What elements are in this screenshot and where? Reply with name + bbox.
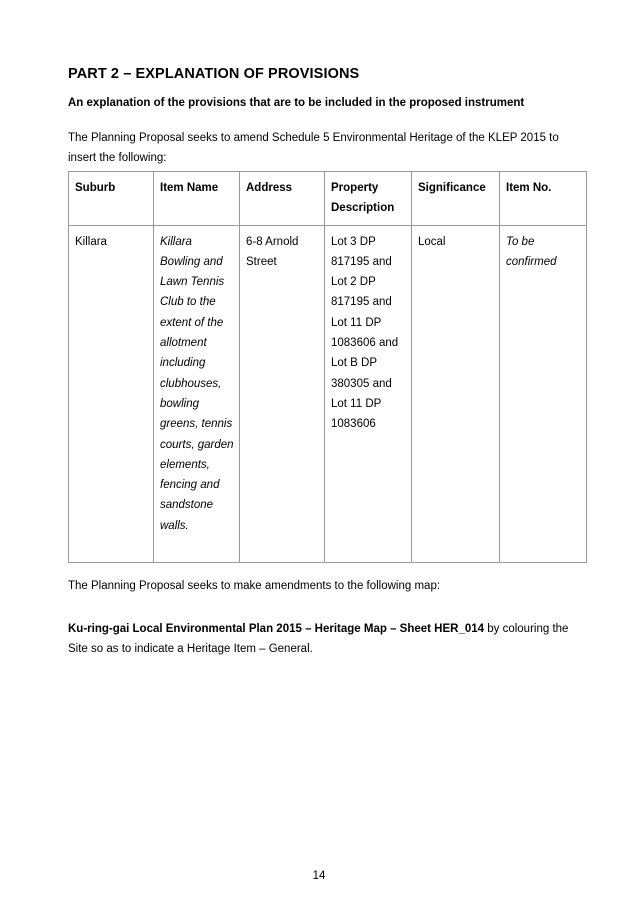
heritage-map-description: by colouring the Site so as to indicate a Heritage Item – General. (68, 623, 569, 655)
cell-address: 6-8 Arnold Street (240, 225, 325, 562)
map-intro-paragraph: The Planning Proposal seeks to make amendments to the following map: (68, 580, 441, 592)
header-significance: Significance (412, 172, 500, 226)
header-suburb: Suburb (69, 172, 154, 226)
cell-property-description: Lot 3 DP 817195 and Lot 2 DP 817195 and Lot 11 DP 1083606 and Lot B DP 380305 and Lot 11 DP 1083606 (325, 225, 412, 562)
cell-item-no: To be confirmed (500, 225, 587, 562)
header-item-no: Item No. (500, 172, 587, 226)
table-header-row (69, 172, 587, 226)
header-item-name: Item Name (154, 172, 240, 226)
heritage-schedule-table (68, 171, 587, 563)
cell-significance: Local (412, 225, 500, 562)
page-number: 14 (312, 870, 326, 882)
intro-paragraph: The Planning Proposal seeks to amend Schedule 5 Environmental Heritage of the KLEP 2015 to insert the following: (68, 132, 559, 164)
header-property-description: Property Description (325, 172, 412, 226)
cell-item-name: Killara Bowling and Lawn Tennis Club to the extent of the allotment including clubhouses, bowling greens, tennis courts, garden elements, fencing and sandstone walls. (154, 225, 240, 562)
section-subheading: An explanation of the provisions that are to be included in the proposed instrument (68, 97, 525, 109)
section-heading: PART 2 – EXPLANATION OF PROVISIONS (68, 66, 360, 82)
heritage-map-title: Ku-ring-gai Local Environmental Plan 2015 – Heritage Map – Sheet HER_014 (68, 623, 485, 635)
heritage-map-paragraph (68, 619, 588, 659)
header-address: Address (240, 172, 325, 226)
cell-suburb: Killara (69, 225, 154, 562)
table-row (69, 225, 587, 562)
